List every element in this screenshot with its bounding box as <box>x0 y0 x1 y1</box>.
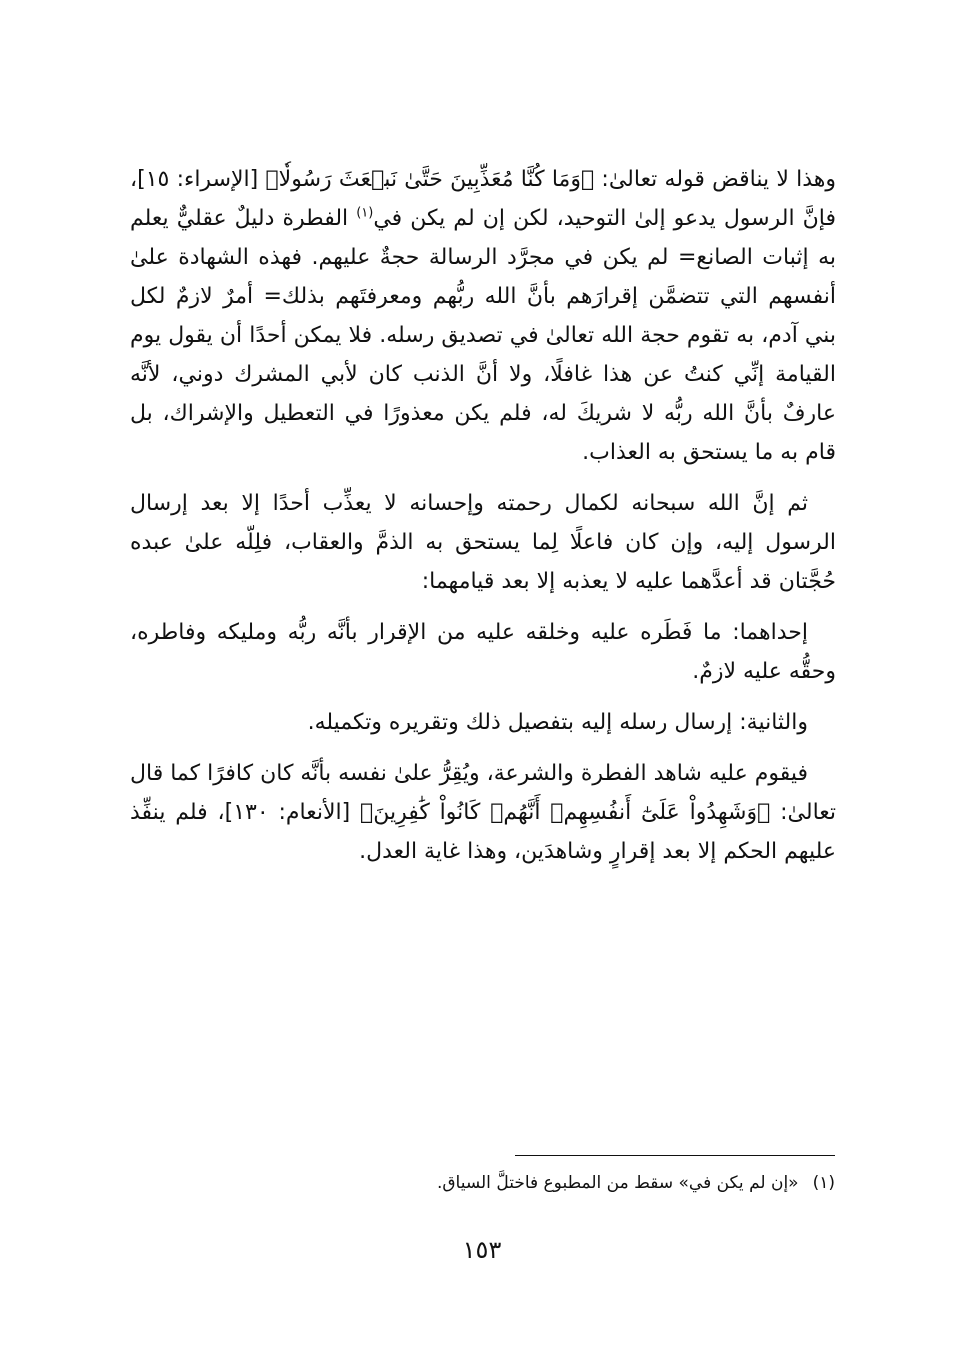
footnote <box>300 1168 835 1198</box>
paragraph-1-after: الفطرة دليلٌ عقليٌّ يعلم به إثبات الصانع= لم يكن في مجرَّد الرسالة حجةٌ عليهم. فهذه الشهادة علىٰ أنفسهم التي تتضمَّن إقرارَهم بأنَّ الله ربُّهم ومعرفتَهم بذلك= أمرٌ لازمٌ لكل بني آدم، به تقوم حجة الله تعالىٰ في تصديق رسله. فلا يمكن أحدًا أن يقول يوم القيامة إنِّي كنتُ عن هذا غافلًا، ولا أنَّ الذنب كان لأبي المشرك دوني، لأنَّه عارفٌ بأنَّ الله ربُّه لا شريكَ له، فلم يكن معذورًا في التعطيل والإشراك، بل قام به ما يستحق به العذاب. <box>130 206 836 465</box>
paragraph-1-before: وهذا لا يناقض قوله تعالىٰ: <box>594 167 836 192</box>
paragraph-1 <box>130 160 836 472</box>
paragraph-2: ثم إنَّ الله سبحانه لكمال رحمته وإحسانه لا يعذِّب أحدًا إلا بعد إرسال الرسول إليه، وإن كان فاعلًا لِما يستحق به الذمَّ والعقاب، فلِلّه علىٰ عبده حُجَّتان قد أعدَّهما عليه لا يعذبه إلا بعد قيامهما: <box>130 491 836 594</box>
quran-verse-anam: ﴿وَشَهِدُواْ عَلَىٰٓ أَنفُسِهِمۡ أَنَّهُمۡ كَانُواْ كَٰفِرِينَ﴾ <box>360 800 771 825</box>
paragraph-1-mid: [الإسراء: ١٥]، فإنَّ الرسول يدعو إلىٰ التوحيد، لكن إن لم يكن في <box>130 167 836 231</box>
footnote-divider <box>515 1155 835 1156</box>
main-text <box>130 160 836 883</box>
quran-verse-isra: ﴿وَمَا كُنَّا مُعَذِّبِينَ حَتَّىٰ نَبۡعَثَ رَسُولٗا﴾ <box>265 167 595 192</box>
footnote-reference: (١) <box>356 205 374 221</box>
page-number: ١٥٣ <box>462 1236 502 1264</box>
paragraph-3: إحداهما: ما فَطَره عليه وخلقه عليه من الإقرار بأنَّه ربُّه ومليكه وفاطره، وحقُّه عليه لازمٌ. <box>130 620 836 684</box>
paragraph-5-before: فيقوم عليه شاهد الفطرة والشرعة، ويُقِرُّ علىٰ نفسه بأنَّه كان كافرًا كما قال تعالىٰ: <box>130 761 837 825</box>
footnote-text: «إن لم يكن في» سقط من المطبوع فاختلَّ السياق. <box>436 1173 799 1193</box>
paragraph-5 <box>130 754 836 871</box>
paragraph-5-after: [الأنعام: ١٣٠]، فلم ينفِّذ عليهم الحكم إلا بعد إقرارٍ وشاهدَين، وهذا غاية العدل. <box>130 800 836 864</box>
footnote-number: (١) <box>812 1173 835 1193</box>
paragraph-4: والثانية: إرسال رسله إليه بتفصيل ذلك وتقريره وتكميله. <box>307 710 808 735</box>
